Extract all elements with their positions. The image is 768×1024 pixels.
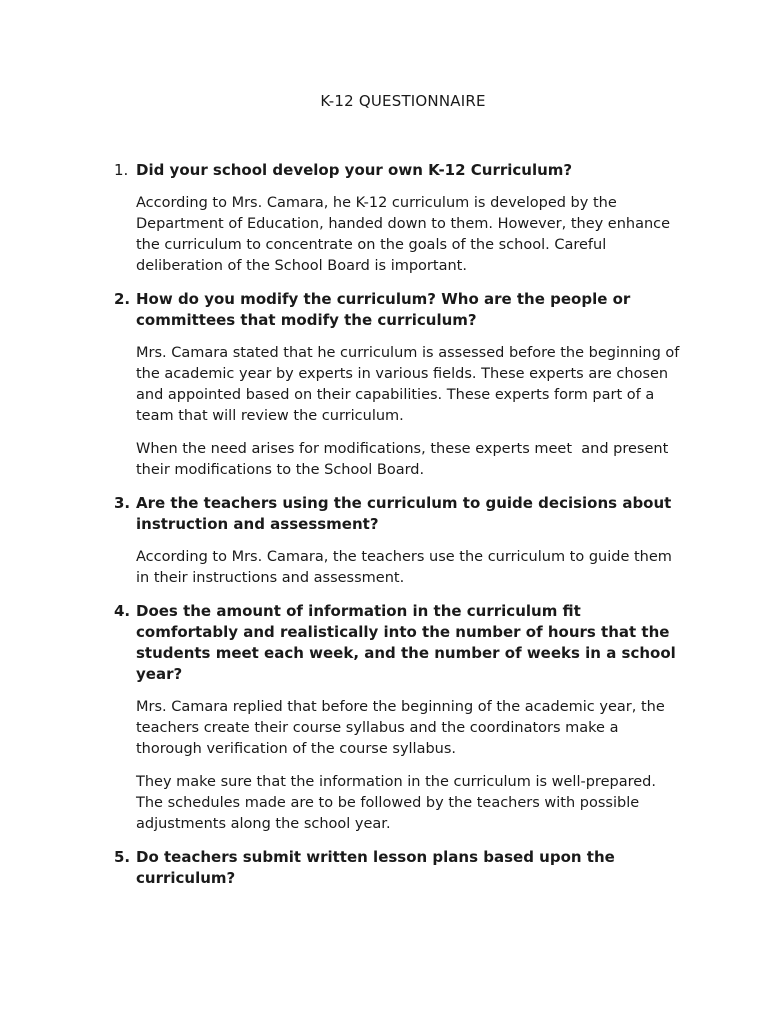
document-title: K-12 QUESTIONNAIRE <box>320 92 486 110</box>
answer-paragraph: According to Mrs. Camara, he K-12 curriculum is developed by the Department of Education, handed down to them. However, they enhance the curriculum to concentrate on the goals of the school. Careful deliberation of the School Board is important. <box>136 195 675 274</box>
answer-paragraph: Mrs. Camara replied that before the beginning of the academic year, the teachers create their course syllabus and the coordinators make a thorough verification of the course syllabus. <box>136 699 670 757</box>
question-number: 3. <box>114 494 131 512</box>
question-number: 5. <box>114 848 131 866</box>
question-item <box>108 160 682 277</box>
answer-paragraph: Mrs. Camara stated that he curriculum is assessed before the beginning of the academic year by experts in various fields. These experts are chosen and appointed based on their capabilities. These experts form part of a team that will review the curriculum. <box>136 345 684 424</box>
question-number: 1. <box>114 161 129 179</box>
question-number: 2. <box>114 290 131 308</box>
question-list <box>108 160 682 889</box>
question-item <box>108 847 682 889</box>
answer-paragraph: When the need arises for modifications, these experts meet and present their modifications to the School Board. <box>136 441 673 478</box>
answer-paragraph: According to Mrs. Camara, the teachers use the curriculum to guide them in their instructions and assessment. <box>136 549 677 586</box>
question-number: 4. <box>114 602 131 620</box>
question-text: Does the amount of information in the curriculum fit comfortably and realistically into the number of hours that the students meet each week, and the number of weeks in a school year? <box>136 602 676 683</box>
answer-paragraph: They make sure that the information in the curriculum is well-prepared. The schedules made are to be followed by the teachers with possible adjustments along the school year. <box>136 774 661 832</box>
question-text: Are the teachers using the curriculum to guide decisions about instruction and assessment? <box>136 494 672 533</box>
question-item <box>108 493 682 589</box>
question-text: Do teachers submit written lesson plans based upon the curriculum? <box>136 848 615 887</box>
question-item <box>108 289 682 481</box>
question-text: How do you modify the curriculum? Who are the people or committees that modify the curriculum? <box>136 290 631 329</box>
question-text: Did your school develop your own K-12 Curriculum? <box>136 161 573 179</box>
question-item <box>108 601 682 835</box>
